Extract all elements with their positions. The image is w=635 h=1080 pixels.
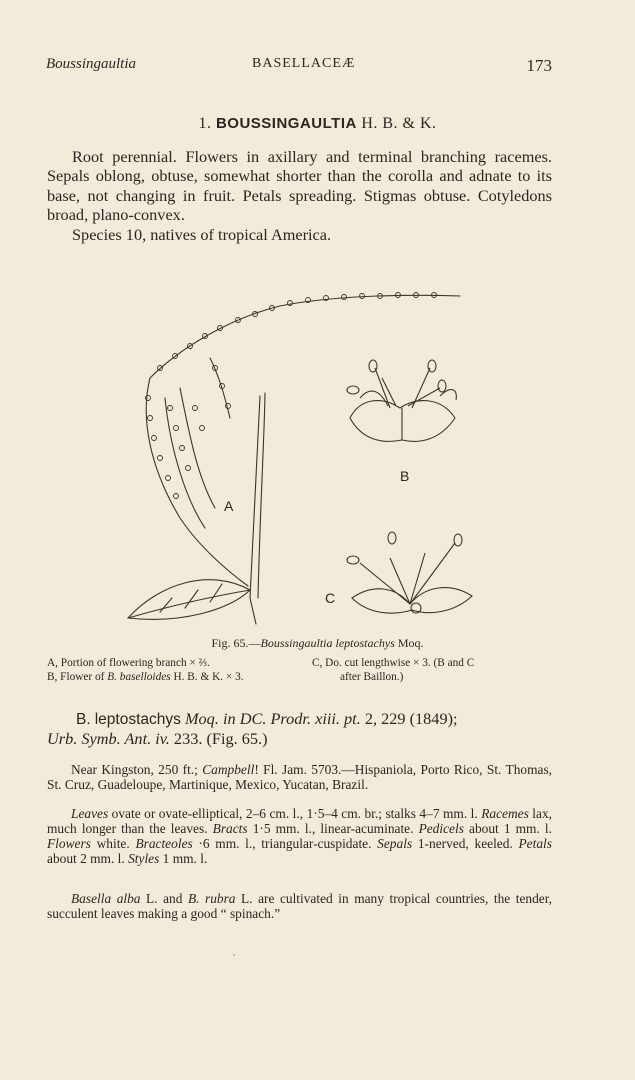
running-head-family: BASELLACEÆ (252, 56, 356, 71)
flower-b (347, 360, 456, 441)
species-citation-2: 2, 229 (1849); (360, 709, 458, 728)
pedicels-text: about 1 mm. l. (463, 821, 552, 836)
species-citation-3: Urb. Symb. Ant. iv. (47, 729, 170, 748)
genus-heading (0, 115, 635, 133)
flowers-text: white. (90, 836, 136, 851)
styles-text: 1 mm. l. (159, 851, 208, 866)
cultivation-note (47, 891, 552, 921)
flowers-label: Flowers (47, 836, 91, 851)
sepals-label: Sepals (377, 836, 413, 851)
genus-species-count: Species 10, natives of tropical America. (72, 224, 332, 244)
running-head-genus: Boussingaultia (46, 56, 137, 72)
figure-legend (47, 657, 555, 684)
species-citation-4: 233. (Fig. 65.) (169, 729, 268, 748)
figure-label-c: C (325, 590, 336, 606)
genus-description (47, 147, 552, 244)
genus-number: 1. (198, 115, 212, 132)
note-rest: L. are cultivated in many tropical countries, the tender, succulent leaves making a good “ spinach.” (47, 891, 552, 921)
figure-illustration (120, 268, 520, 638)
bracteoles-text: ·6 mm. l., triangular-cuspidate. (192, 836, 378, 851)
species-name: leptostachys (94, 711, 181, 728)
leaves-label: Leaves (71, 806, 109, 821)
legend-c: C, Do. cut lengthwise × 3. (B and C (312, 657, 475, 669)
species-heading (76, 709, 556, 730)
bracts-text: 1·5 mm. l., linear-acuminate. (247, 821, 419, 836)
note-taxon-2: B. rubra (187, 891, 236, 906)
styles-label: Styles (128, 851, 160, 866)
caption-taxon: Boussingaultia leptostachys (260, 636, 395, 650)
species-description (47, 806, 552, 866)
legend-b (47, 671, 244, 685)
sepals-text: 1-nerved, keeled. (412, 836, 519, 851)
bracts-label: Bracts (212, 821, 248, 836)
petals-label: Petals (518, 836, 552, 851)
caption-prefix: Fig. 65.— (211, 636, 261, 650)
genus-authority: H. B. & K. (361, 115, 437, 132)
leaves-text: ovate or ovate-elliptical, 2–6 cm. l., 1·5–4 cm. br.; stalks 4–7 mm. l. (108, 806, 482, 821)
note-connector: L. and (140, 891, 188, 906)
species-label: B. (76, 711, 91, 728)
running-head (46, 56, 552, 76)
localities-pre: Near Kingston, 250 ft.; (71, 762, 203, 777)
figure-label-b: B (400, 468, 410, 484)
collector-name: Campbell (202, 762, 255, 777)
legend-b-suffix: H. B. & K. × 3. (170, 670, 244, 683)
racemes-label: Racemes (481, 806, 529, 821)
racemes-text: lax, much longer than the leaves. (47, 806, 552, 836)
genus-description-paragraph: Root perennial. Flowers in axillary and terminal branching racemes. Sepals oblong, obtuse, somewhat shorter than the corolla and adnate to its base, not changing in fruit. Petals spreading. Stigmas obtuse. Cotyledons broad, plano-convex. (47, 147, 552, 225)
figure-label-a: A (224, 498, 234, 514)
page-number: 173 (526, 56, 552, 75)
species-citation-line (47, 729, 268, 749)
note-taxon-1: Basella alba (71, 891, 141, 906)
genus-name: BOUSSINGAULTIA (215, 115, 357, 132)
figure-caption (0, 636, 635, 651)
species-citation-1: Moq. in DC. Prodr. xiii. pt. (184, 709, 361, 728)
legend-b-taxon: B. baselloides (107, 670, 171, 683)
paper-speck (233, 954, 235, 956)
petals-text: about 2 mm. l. (47, 851, 129, 866)
localities-post: ! Fl. Jam. 5703.—Hispaniola, Porto Rico, St. Thomas, St. Cruz, Guadeloupe, Martinique, Mexico, Yucatan, Brazil. (47, 762, 552, 792)
botanical-drawing (120, 268, 520, 638)
legend-b-prefix: B, Flower of (47, 670, 108, 683)
bracteoles-label: Bracteoles (135, 836, 193, 851)
legend-a: A, Portion of flowering branch × ⅔. (47, 657, 210, 669)
localities-paragraph (47, 762, 552, 792)
caption-author: Moq. (394, 636, 424, 650)
raceme-arch (150, 295, 460, 378)
flower-c (347, 532, 472, 613)
legend-c-cont: after Baillon.) (340, 670, 404, 683)
pedicels-label: Pedicels (418, 821, 464, 836)
